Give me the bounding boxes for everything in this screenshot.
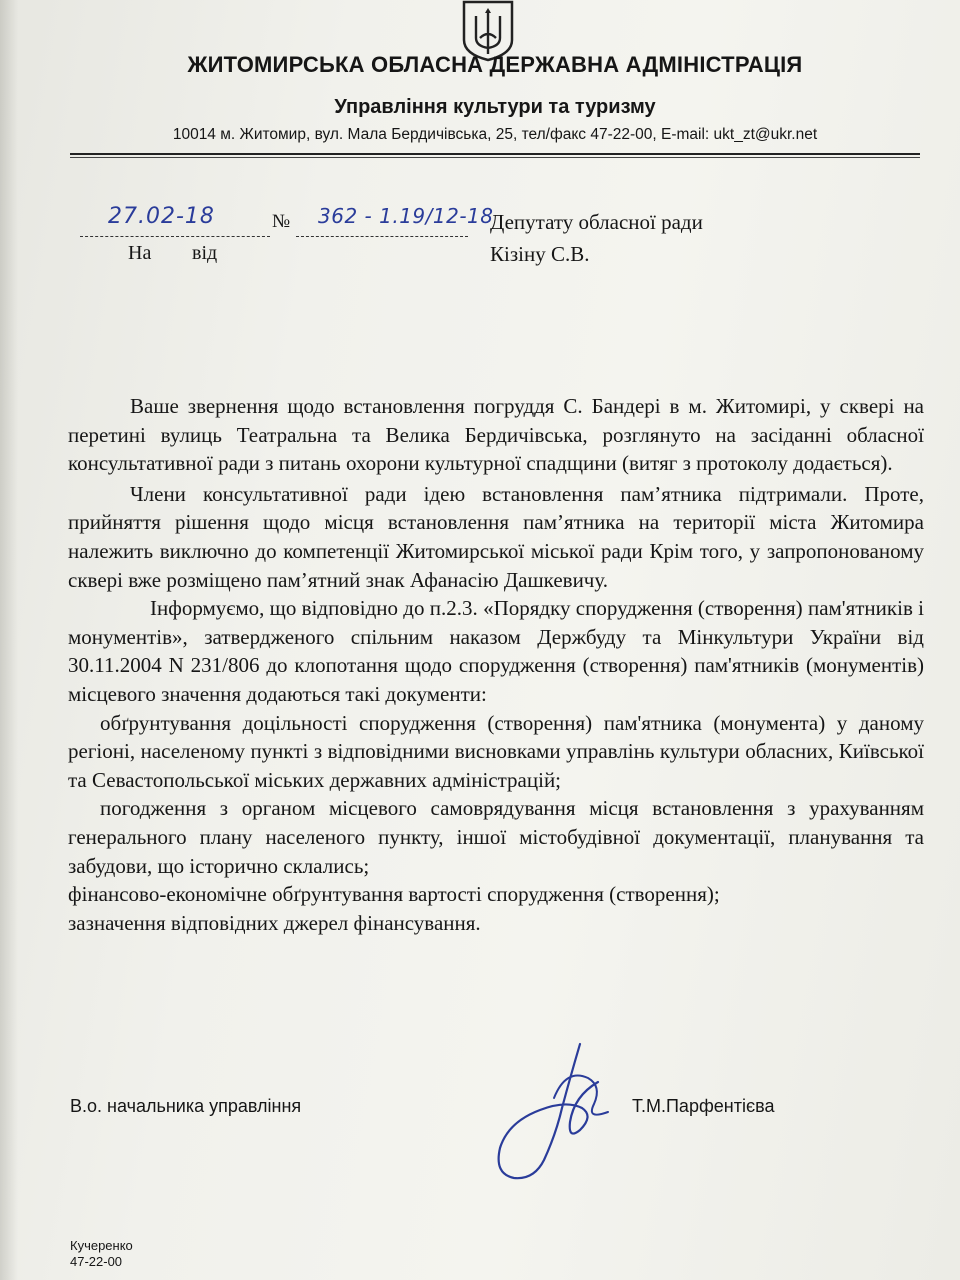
document-list-item: погодження з органом місцевого самоврядування місця встановлення з урахуванням генерального плану населеного пункту, іншої містобудівної документації, планування та забудови, що історично склались;: [68, 796, 924, 878]
letter-body: [68, 392, 924, 937]
number-underline: [296, 236, 468, 237]
signatory-title: В.о. начальника управління: [70, 1096, 302, 1116]
from-label: від: [192, 242, 218, 264]
handwritten-signature: [470, 1038, 630, 1188]
organization-name: ЖИТОМИРСЬКА ОБЛАСНА ДЕРЖАВНА АДМІНІСТРАЦІЯ: [187, 52, 803, 77]
addressee-position: Депутату обласної ради: [490, 210, 703, 234]
body-paragraph: Інформуємо, що відповідно до п.2.3. «Порядку спорудження (створення) пам'ятників і монументів», затвердженого спільним наказом Держбуду та Мінкультури України від 30.11.2004 N 231/806 до клопотання щодо спорудження (створення) пам'ятників (монументів) місцевого значення додаються такі документи:: [68, 596, 924, 706]
reply-to-label: На: [128, 242, 152, 264]
body-paragraph: Ваше звернення щодо встановлення погруддя С. Бандері в м. Житомирі, у сквері на перетині вулиць Театральна та Велика Бердичівська, розглянуто на засіданні обласної консультативної ради з питань охорони культурної спадщини (витяг з протоколу додається).: [68, 394, 924, 476]
contact-address: 10014 м. Житомир, вул. Мала Бердичівська, 25, тел/факс 47-22-00, E-mail: ukt_zt@ukr.net: [172, 126, 818, 143]
executor-phone: 47-22-00: [70, 1254, 123, 1269]
body-paragraph: Члени консультативної ради ідею встановлення пам’ятника підтримали. Проте, прийняття рішення щодо місця встановлення пам’ятника на території міста Житомира належить виключно до компетенції Житомирської міської ради Крім того, у запропонованому сквері вже розміщено пам’ятний знак Афанасію Дашкевичу.: [68, 481, 924, 592]
handwritten-date: 27.02-18: [108, 204, 215, 229]
document-list-item: фінансово-економічне обґрунтування вартості спорудження (створення);: [68, 882, 720, 907]
executor-info: [70, 1238, 133, 1270]
handwritten-reference-number: 362 - 1.19/12-18: [318, 204, 494, 228]
date-underline: [80, 236, 270, 237]
number-sign: №: [272, 211, 291, 232]
executor-name: Кучеренко: [70, 1238, 133, 1253]
header-divider: [70, 153, 920, 155]
document-list-item: обґрунтування доцільності спорудження (створення) пам'ятника (монумента) у даному регіоні, населеному пункті з відповідними висновками управлінь культури обласних, Київської та Севастопольської міських державних адміністрацій;: [68, 710, 924, 792]
document-list-item: зазначення відповідних джерел фінансування.: [68, 910, 481, 935]
page-shadow: [0, 0, 18, 1280]
header-divider-thin: [70, 157, 920, 158]
department-name: Управління культури та туризму: [334, 96, 656, 118]
signatory-name: Т.М.Парфентієва: [632, 1096, 775, 1116]
addressee-name: Кізіну С.В.: [490, 242, 590, 266]
